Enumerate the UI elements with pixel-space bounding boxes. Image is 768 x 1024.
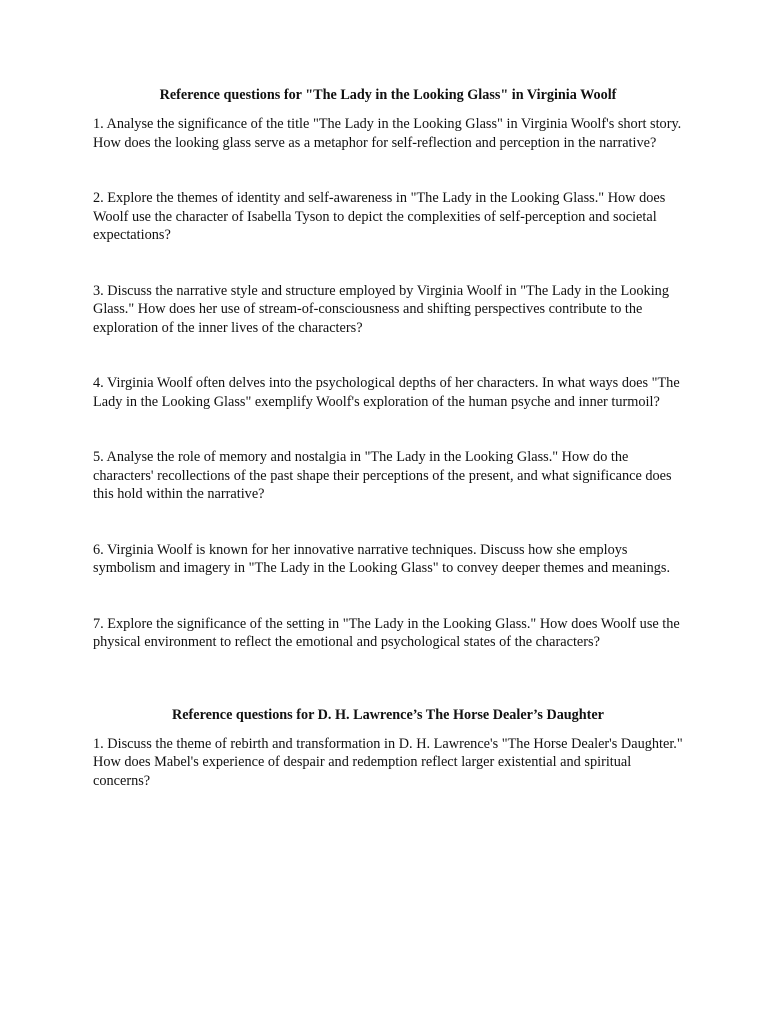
woolf-question-2: 2. Explore the themes of identity and self-awareness in "The Lady in the Looking Glass." How does Woolf use the character of Isabella Tyson to depict the complexities of self-perception and societal expectations? — [93, 190, 666, 243]
woolf-question-7: 7. Explore the significance of the setting in "The Lady in the Looking Glass." How does Woolf use the physical environment to reflect the emotional and psychological states of the characters? — [93, 615, 680, 650]
woolf-question-6: 6. Virginia Woolf is known for her innovative narrative techniques. Discuss how she employs symbolism and imagery in "The Lady in the Looking Glass" to convey deeper themes and meanings. — [93, 541, 671, 576]
section-spacer — [93, 652, 683, 706]
woolf-question-1: 1. Analyse the significance of the title "The Lady in the Looking Glass" in Virginia Woolf's short story. How does the looking glass serve as a metaphor for self-reflection and perception in the narrative? — [93, 116, 682, 151]
woolf-question-3: 3. Discuss the narrative style and structure employed by Virginia Woolf in "The Lady in the Looking Glass." How does her use of stream-of-consciousness and shifting perspectives contribute to the exploration of the inner lives of the characters? — [93, 282, 669, 336]
document-content — [93, 86, 683, 790]
woolf-question-4: 4. Virginia Woolf often delves into the psychological depths of her characters. In what ways does "The Lady in the Looking Glass" exemplify Woolf's exploration of the human psyche and inner turmoil? — [93, 375, 680, 410]
section-heading-lawrence: Reference questions for D. H. Lawrence’s The Horse Dealer’s Daughter — [172, 706, 604, 723]
lawrence-question-1: 1. Discuss the theme of rebirth and transformation in D. H. Lawrence's "The Horse Dealer's Daughter." How does Mabel's experience of despair and redemption reflect larger existential and spiritual concerns? — [93, 735, 683, 789]
woolf-question-5: 5. Analyse the role of memory and nostalgia in "The Lady in the Looking Glass." How do the characters' recollections of the past shape their perceptions of the present, and what significance does this hold within the narrative? — [93, 449, 672, 502]
section-heading-woolf: Reference questions for "The Lady in the Looking Glass" in Virginia Woolf — [159, 87, 617, 103]
